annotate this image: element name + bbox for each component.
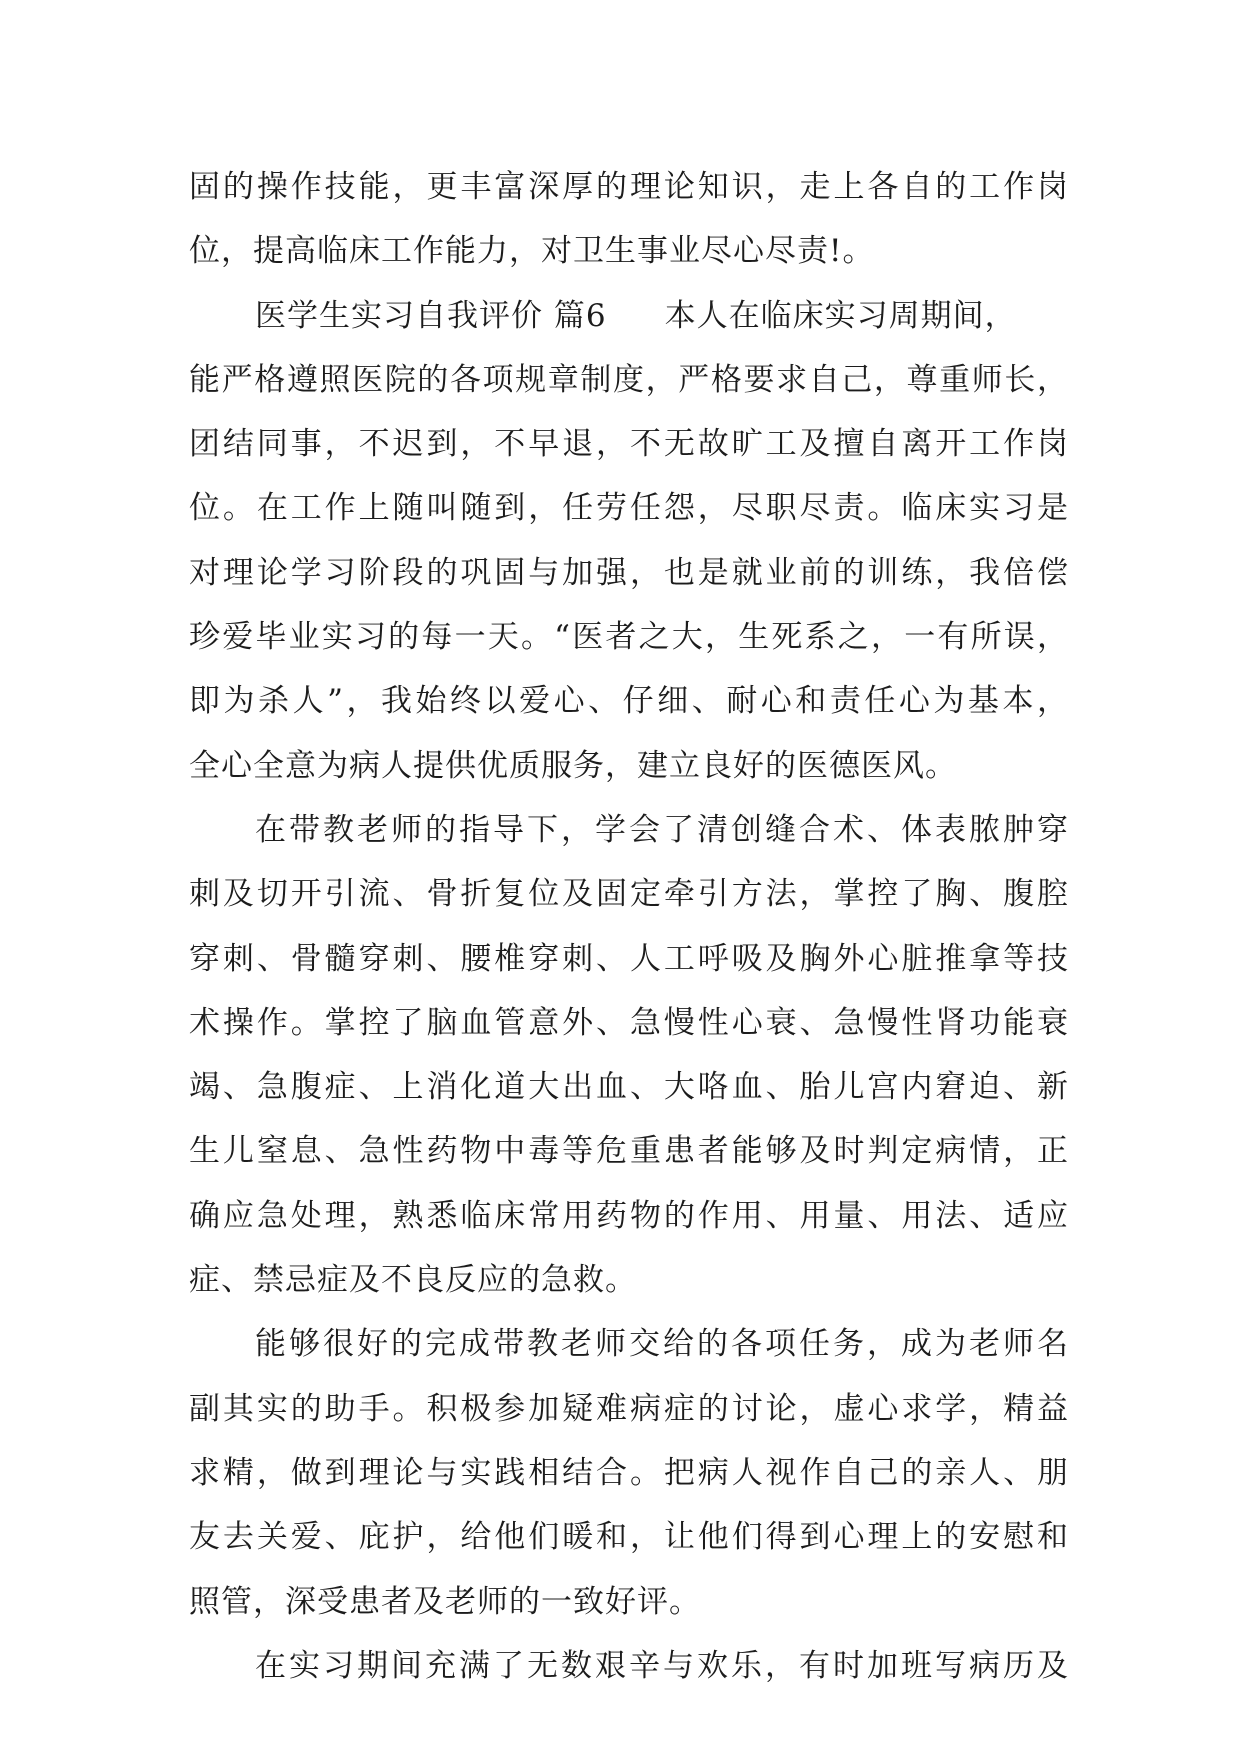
text-line: 全心全意为病人提供优质服务，建立良好的医德医风。 [189,747,957,784]
text-line: 刺及切开引流、骨折复位及固定牵引方法，掌控了胸、腹腔 [189,876,1069,913]
text-line: 竭、急腹症、上消化道大出血、大咯血、胎儿宫内窘迫、新 [189,1069,1069,1106]
text-line: 症、禁忌症及不良反应的急救。 [189,1262,637,1299]
text-line: 确应急处理，熟悉临床常用药物的作用、用量、用法、适应 [189,1197,1069,1234]
text-line: 求精，做到理论与实践相结合。把病人视作自己的亲人、朋 [189,1454,1069,1491]
text-line: 能严格遵照医院的各项规章制度，严格要求自己，尊重师长， [189,361,1069,398]
body-text [189,155,1069,1698]
text-line: 珍爱毕业实习的每一天。“医者之大，生死系之，一有所误， [189,619,1069,656]
text-line: 位，提高临床工作能力，对卫生事业尽心尽责!。 [189,233,875,270]
text-line: 在实习期间充满了无数艰辛与欢乐，有时加班写病历及 [255,1647,1069,1684]
text-line: 生儿窒息、急性药物中毒等危重患者能够及时判定病情，正 [189,1133,1069,1170]
text-line: 位。在工作上随叫随到，任劳任怨，尽职尽责。临床实习是 [189,490,1069,527]
text-line: 友去关爱、庇护，给他们暖和，让他们得到心理上的安慰和 [189,1519,1069,1556]
section-heading: 医学生实习自我评价 篇6 [255,297,607,334]
text-line: 能够很好的完成带教老师交给的各项任务，成为老师名 [255,1326,1069,1363]
text-line: 团结同事，不迟到，不早退，不无故旷工及擅自离开工作岗 [189,426,1069,463]
text-line: 副其实的助手。积极参加疑难病症的讨论，虚心求学，精益 [189,1390,1069,1427]
text-line: 对理论学习阶段的巩固与加强，也是就业前的训练，我倍偿 [189,554,1069,591]
text-line: 术操作。掌控了脑血管意外、急慢性心衰、急慢性肾功能衰 [189,1004,1069,1041]
text-line: 在带教老师的指导下，学会了清创缝合术、体表脓肿穿 [255,811,1069,848]
text-line: 照管，深受患者及老师的一致好评。 [189,1583,701,1620]
text-line: 穿刺、骨髓穿刺、腰椎穿刺、人工呼吸及胸外心脏推拿等技 [189,940,1069,977]
text-line: 固的操作技能，更丰富深厚的理论知识，走上各自的工作岗 [189,169,1069,205]
text-line: 本人在临床实习周期间， [664,297,1017,334]
section-heading-line [189,284,1069,348]
text-line: 即为杀人”，我始终以爱心、仔细、耐心和责任心为基本， [189,683,1069,720]
